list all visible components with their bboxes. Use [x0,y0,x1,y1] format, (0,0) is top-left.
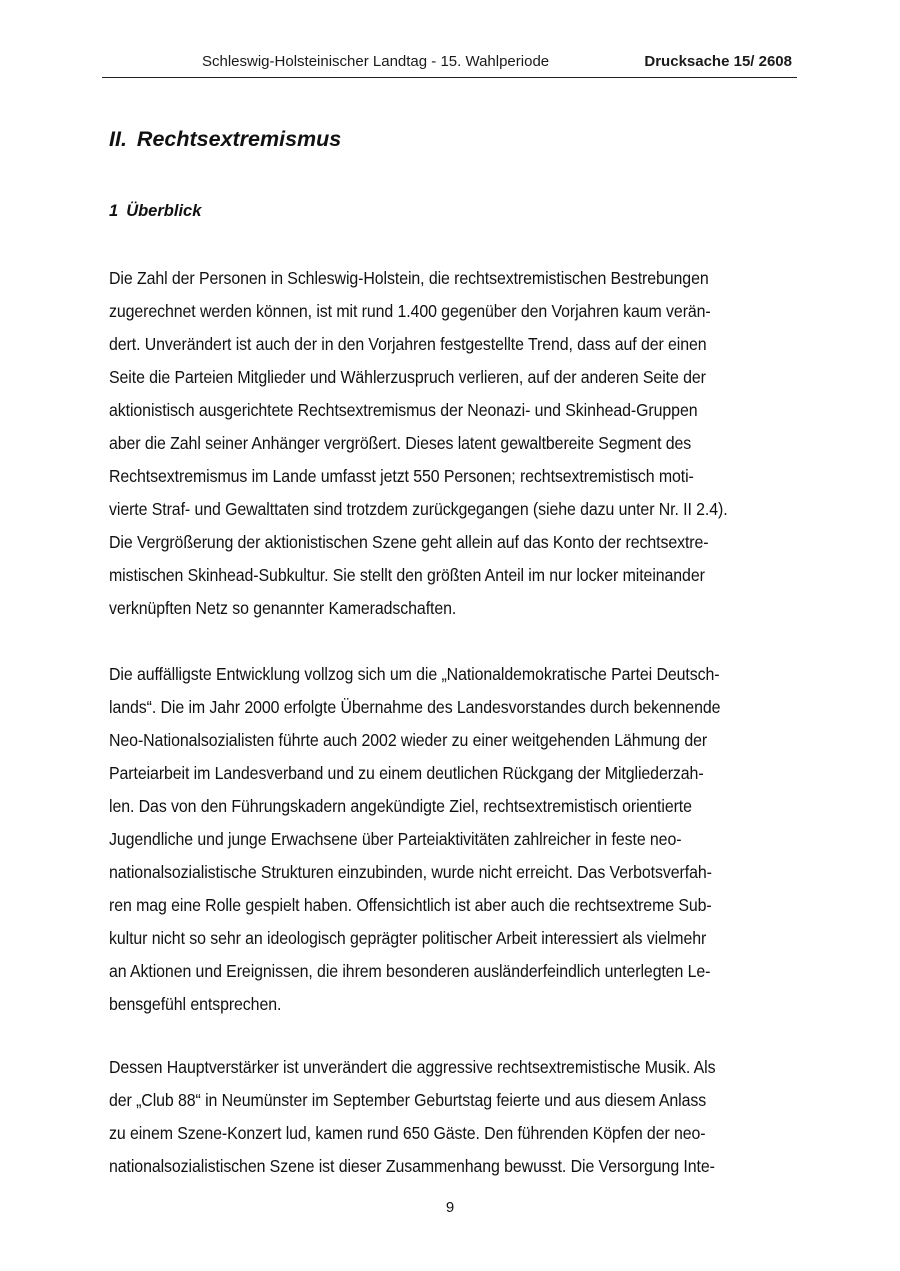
text-line: vierte Straf- und Gewalttaten sind trotzdem zurückgegangen (siehe dazu unter Nr. II 2.4). [109,499,728,519]
page-header [102,50,797,78]
text-line: dert. Unverändert ist auch der in den Vorjahren festgestellte Trend, dass auf der einen [109,334,707,354]
paragraph-npd-development [109,658,785,1021]
text-line: lands“. Die im Jahr 2000 erfolgte Übernahme des Landesvorstandes durch bekennende [109,697,721,717]
text-line: mistischen Skinhead-Subkultur. Sie stellt den größten Anteil im nur locker miteinander [109,565,705,585]
text-line: Parteiarbeit im Landesverband und zu einem deutlichen Rückgang der Mitgliederzah- [109,763,704,783]
text-line: an Aktionen und Ereignissen, die ihrem besonderen ausländerfeindlich unterlegten Le- [109,961,711,981]
text-line: ren mag eine Rolle gespielt haben. Offensichtlich ist aber auch die rechtsextreme Sub- [109,895,712,915]
text-line: verknüpften Netz so genannter Kameradschaften. [109,598,457,618]
text-line: bensgefühl entsprechen. [109,994,282,1014]
text-line: aktionistisch ausgerichtete Rechtsextremismus der Neonazi- und Skinhead-Gruppen [109,400,698,420]
text-line: zu einem Szene-Konzert lud, kamen rund 650 Gäste. Den führenden Köpfen der neo- [109,1123,706,1143]
section-number: 1 [109,202,119,220]
text-line: Die Zahl der Personen in Schleswig-Holstein, die rechtsextremistischen Bestrebungen [109,268,709,288]
paragraph-music-scene [109,1051,779,1183]
text-line: der „Club 88“ in Neumünster im September Geburtstag feierte und aus diesem Anlass [109,1090,707,1110]
text-line: nationalsozialistischen Szene ist dieser Zusammenhang bewusst. Die Versorgung Inte- [109,1156,715,1176]
text-line: Jugendliche und junge Erwachsene über Parteiaktivitäten zahlreicher in feste neo- [109,829,682,849]
text-line: kultur nicht so sehr an ideologisch geprägter politischer Arbeit interessiert als vielmehr [109,928,707,948]
text-line: Die Vergrößerung der aktionistischen Szene geht allein auf das Konto der rechtsextre- [109,532,709,552]
text-line: Rechtsextremismus im Lande umfasst jetzt 550 Personen; rechtsextremistisch moti- [109,466,694,486]
chapter-number: II. [109,127,127,151]
chapter-heading [109,127,341,152]
text-line: zugerechnet werden können, ist mit rund 1.400 gegenüber den Vorjahren kaum verän- [109,301,711,321]
text-line: Seite die Parteien Mitglieder und Wählerzuspruch verlieren, auf der anderen Seite der [109,367,706,387]
text-line: aber die Zahl seiner Anhänger vergrößert. Dieses latent gewaltbereite Segment des [109,433,692,453]
header-title: Schleswig-Holsteinischer Landtag - 15. Wahlperiode [202,53,550,70]
text-line: Neo-Nationalsozialisten führte auch 2002 wieder zu einer weitgehenden Lähmung der [109,730,708,750]
section-heading [109,202,201,221]
section-title: Überblick [126,202,202,220]
text-line: len. Das von den Führungskadern angekündigte Ziel, rechtsextremistisch orientierte [109,796,692,816]
text-line: Dessen Hauptverstärker ist unverändert die aggressive rechtsextremistische Musik. Als [109,1057,716,1077]
document-number: Drucksache 15/ 2608 [644,53,792,70]
chapter-title: Rechtsextremismus [136,127,342,151]
text-line: Die auffälligste Entwicklung vollzog sich um die „Nationaldemokratische Partei Deutsch- [109,664,720,684]
paragraph-overview-1 [109,262,793,625]
page-number: 9 [445,1199,455,1216]
text-line: nationalsozialistische Strukturen einzubinden, wurde nicht erreicht. Das Verbotsverfah- [109,862,712,882]
